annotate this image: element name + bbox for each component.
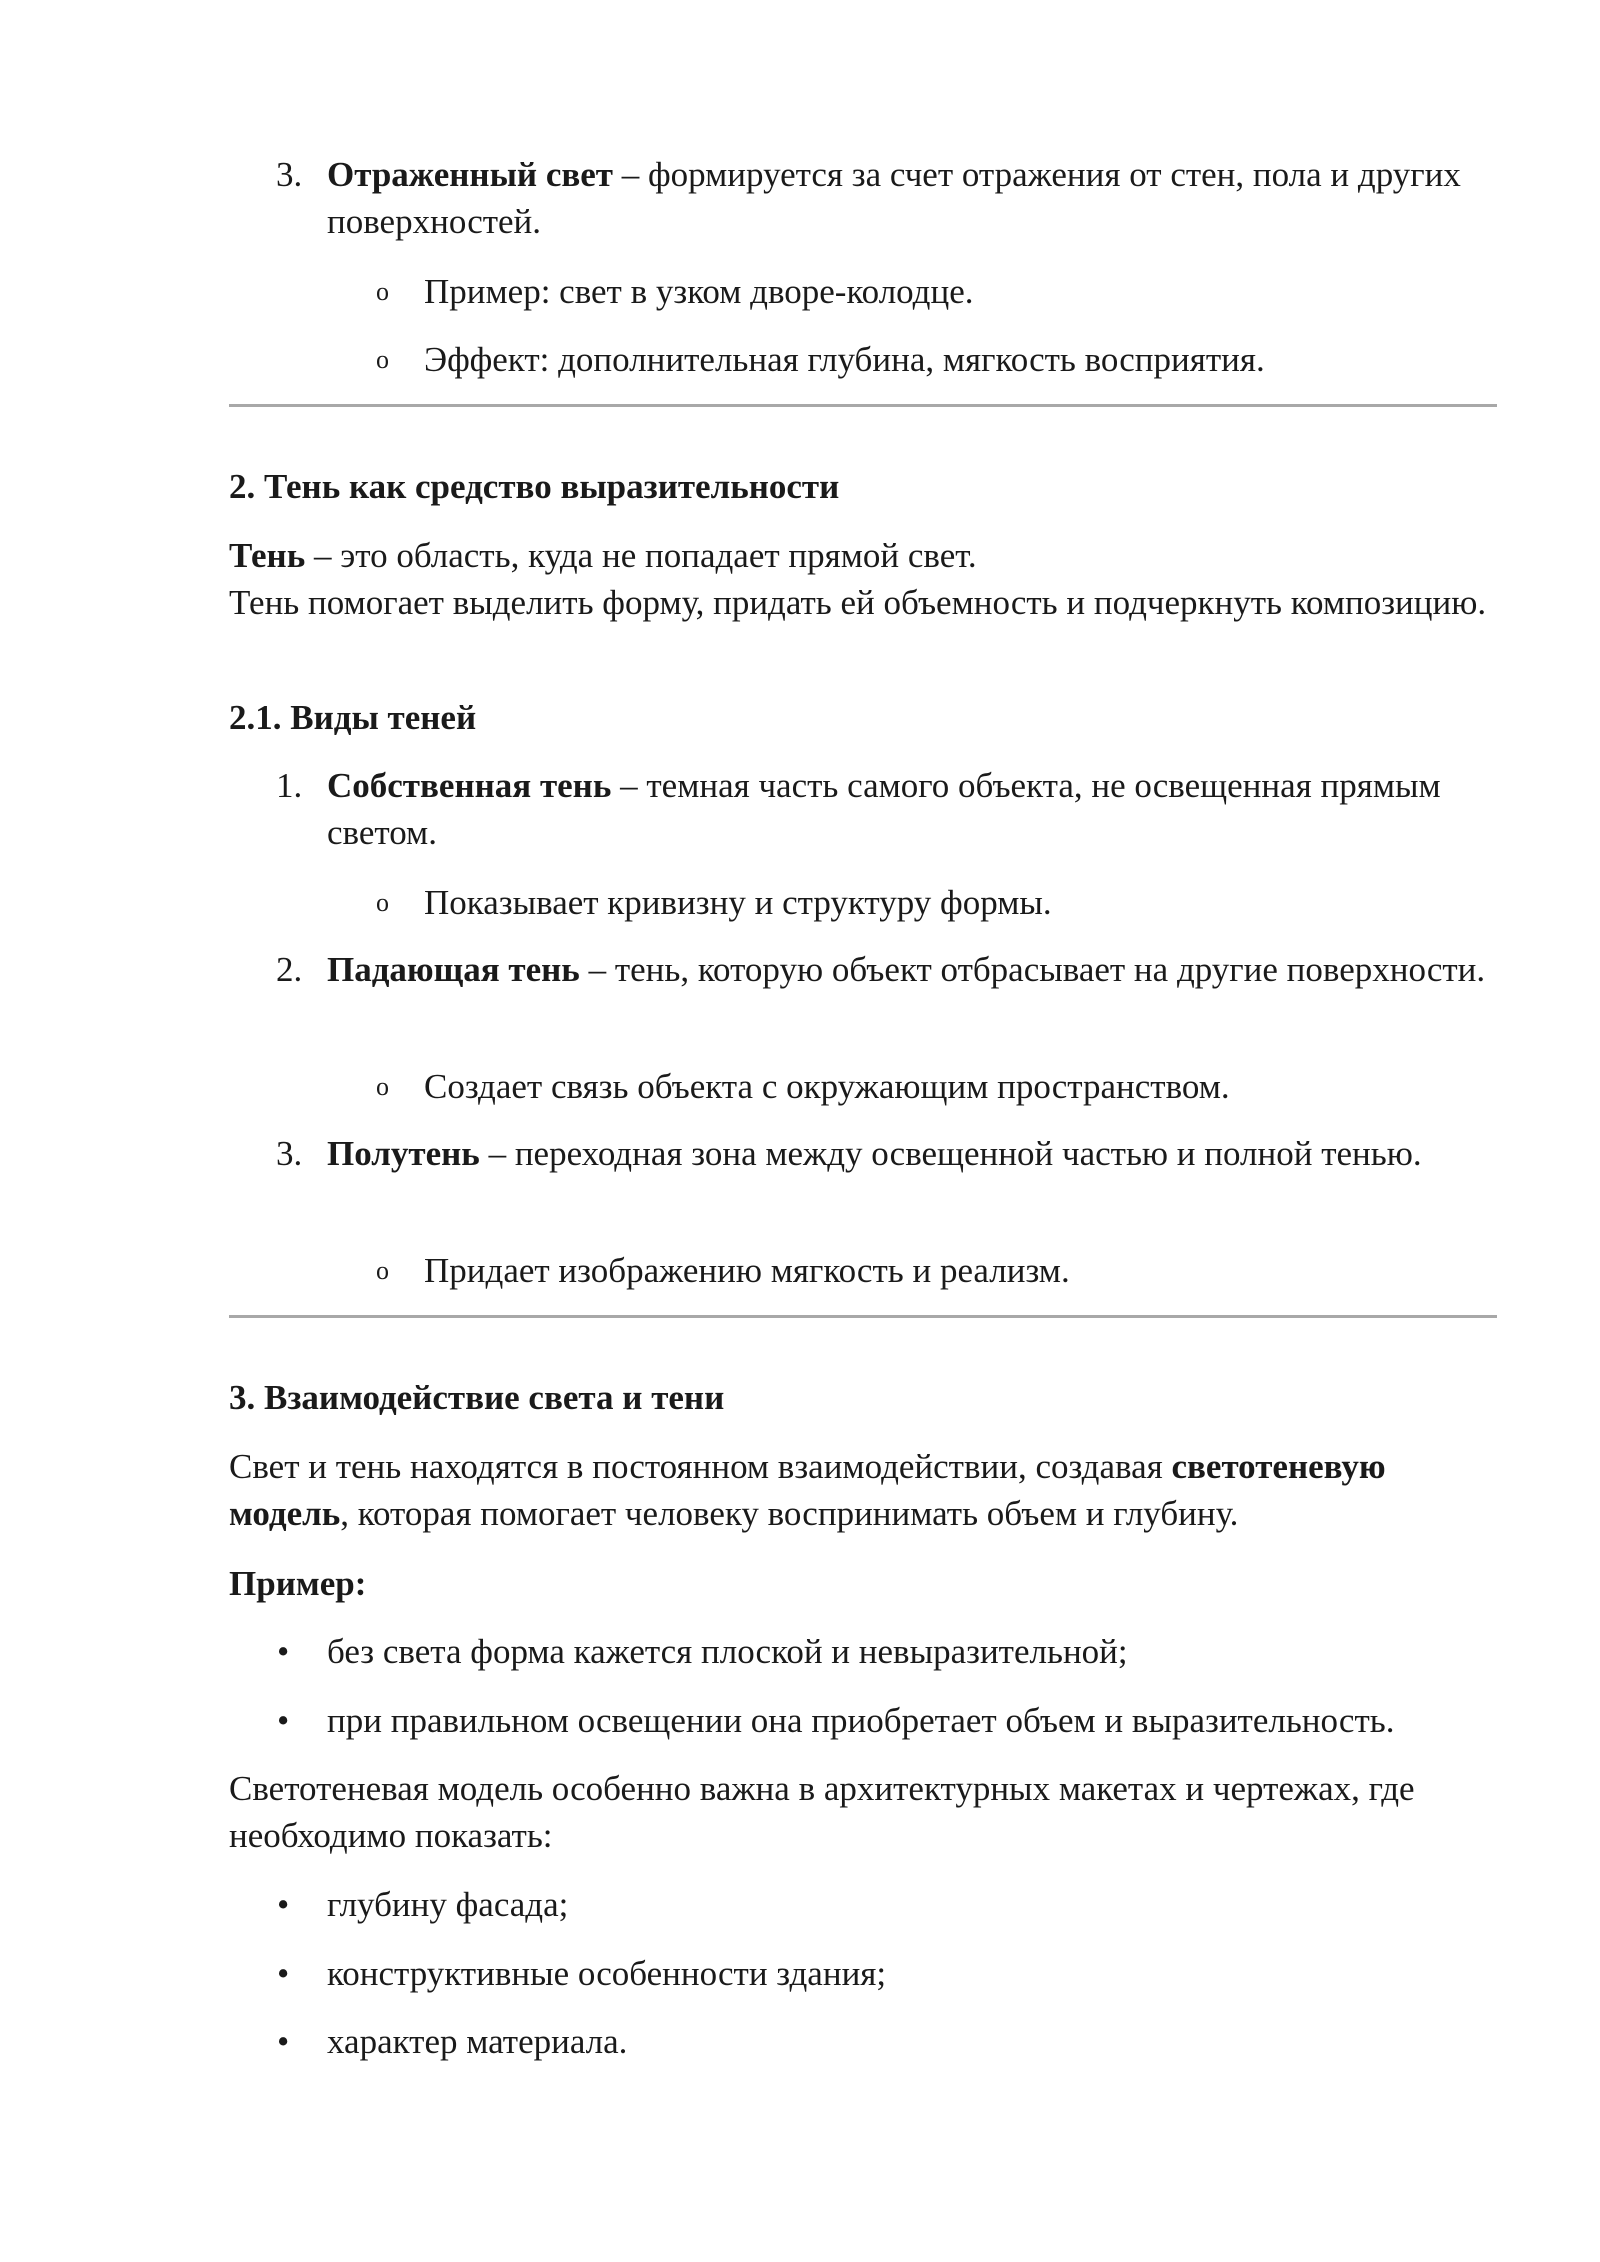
bullet-icon: • — [277, 2022, 290, 2061]
paragraph: Свет и тень находятся в постоянном взаимодействии, создавая светотеневую модель, которая помогает человеку воспринимать объем и глубину. — [229, 1447, 1386, 1533]
term: Тень — [229, 536, 306, 575]
example-label: Пример: — [229, 1564, 367, 1603]
bullet-icon: • — [277, 1632, 290, 1671]
paragraph: Светотеневая модель особенно важна в архитектурных макетах и чертежах, где необходимо показать: — [229, 1769, 1415, 1855]
bullet-icon: • — [277, 1954, 290, 1993]
term: Полутень — [327, 1134, 480, 1173]
circle-bullet-icon: o — [376, 888, 389, 917]
term: Собственная тень — [327, 766, 612, 805]
document-page: 3. Отраженный свет – формируется за счет отражения от стен, пола и других поверхностей. o Пример: свет в узком дворе-колодце. o Эффект: дополнительная глубина, мягкость восприятия. 2. Тень как средство выразительности Тень – это область, куда не попадает прямой свет. Тень помогает выделить форму, придать ей объемность и подчеркнуть композицию. 2.1. Виды теней 1. Собственная тень – темная часть самого объекта, не освещенная прямым светом. o Показывает кривизну и структуру формы. 2. Падающая тень – тень, которую объект отбрасывает на другие поверхности. o Создает связь объекта с окружающим пространством. 3. Полутень – переходная зона между освещенной частью и полной тенью. o Придает изображению мягкость и реализм. 3. Взаимодействие света и тени Свет и тень находятся в постоянном взаимодействии, создавая светотеневую модель, которая помогает человеку воспринимать объем и глубину. Пример: • без света форма кажется плоской и невыразительной; • при правильном освещении она приобретает объем и выразительность. Светотеневая модель особенно важна в архитектурных макетах и чертежах, где необходимо показать: • глубину фасада; • конструктивные особенности здания; • характер материала. — [0, 0, 1600, 2262]
list-item-text: Собственная тень – темная часть самого объекта, не освещенная прямым светом. — [327, 766, 1441, 852]
list-number: 3. — [276, 155, 303, 194]
circle-bullet-icon: o — [376, 1256, 389, 1285]
circle-bullet-icon: o — [376, 345, 389, 374]
term: светотеневую модель — [229, 1447, 1386, 1533]
horizontal-rule — [229, 404, 1497, 407]
bullet-icon: • — [277, 1701, 290, 1740]
list-item-text: Полутень – переходная зона между освещенной частью и полной тенью. — [327, 1134, 1422, 1173]
term: Падающая тень — [327, 950, 580, 989]
section-heading: 2. Тень как средство выразительности — [229, 467, 840, 506]
list-number: 2. — [276, 950, 303, 989]
horizontal-rule — [229, 1315, 1497, 1318]
term: Отраженный свет — [327, 155, 613, 194]
bullet-icon: • — [277, 1885, 290, 1924]
circle-bullet-icon: o — [376, 277, 389, 306]
list-number: 1. — [276, 766, 303, 805]
definition-paragraph: Тень – это область, куда не попадает прямой свет. Тень помогает выделить форму, придать ей объемность и подчеркнуть композицию. — [229, 536, 1487, 622]
list-item-text: Падающая тень – тень, которую объект отбрасывает на другие поверхности. — [327, 950, 1486, 989]
sub-heading: 2.1. Виды теней — [229, 698, 477, 737]
section-heading: 3. Взаимодействие света и тени — [229, 1378, 725, 1417]
list-item-text: Отраженный свет – формируется за счет отражения от стен, пола и других поверхностей. — [327, 155, 1461, 241]
circle-bullet-icon: o — [376, 1072, 389, 1101]
list-number: 3. — [276, 1134, 303, 1173]
